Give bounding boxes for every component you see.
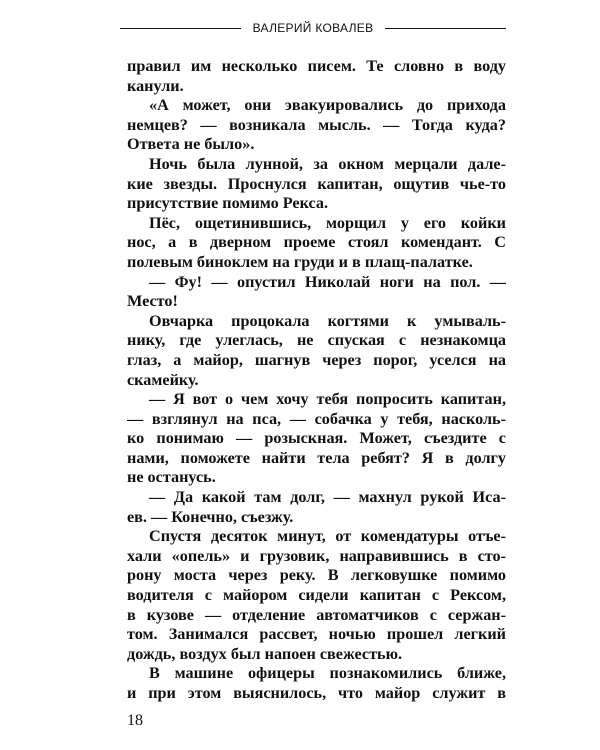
text-line: ко понимаю — розыскная. Может, съездите с xyxy=(127,429,506,448)
text-line: в кузове — отделение автоматчиков с сержан- xyxy=(127,605,506,624)
paragraph xyxy=(127,488,506,527)
text-line: ев. — Конечно, съезжу. xyxy=(127,507,294,526)
text-line: кие звезды. Проснулся капитан, ощутив чье-то xyxy=(127,174,506,193)
paragraph xyxy=(127,390,506,488)
text-line: Спустя десяток минут, от комендатуры отъе- xyxy=(149,527,506,546)
text-line: нос, а в дверном проеме стоял комендант. С xyxy=(127,233,506,252)
text-line: хали «опель» и грузовик, направившись в сто- xyxy=(127,546,506,565)
paragraph xyxy=(127,312,506,390)
running-header xyxy=(120,18,506,38)
text-line: правил им несколько писем. Те словно в воду xyxy=(127,57,506,75)
text-line: не останусь. xyxy=(127,468,216,487)
text-line: нами, поможете найти тела ребят? Я в долгу xyxy=(127,448,506,467)
text-line: Ночь была лунной, за окном мерцали дале- xyxy=(149,154,506,173)
paragraph xyxy=(127,273,506,312)
text-line: «А может, они эвакуировались до прихода xyxy=(149,96,506,115)
running-title: ВАЛЕРИЙ КОВАЛЕВ xyxy=(252,21,374,35)
paragraph xyxy=(127,664,506,703)
text-line: рону моста через реку. В легковушке помимо xyxy=(127,566,506,585)
text-line: нику, где улеглась, не спуская с незнакомца xyxy=(127,331,506,350)
text-line: — Да какой там долг, — махнул рукой Иса- xyxy=(149,488,506,507)
text-line: дождь, воздух был напоен свежестью. xyxy=(127,644,402,663)
text-line: том. Занимался рассвет, ночью прошел легкий xyxy=(127,625,506,644)
paragraph xyxy=(127,214,506,273)
paragraph xyxy=(127,96,506,155)
text-line: немцев? — возникала мысль. — Тогда куда? xyxy=(127,115,506,134)
page-number: 18 xyxy=(127,712,143,729)
header-rule-right xyxy=(385,28,506,29)
text-line: — взглянул на пса, — собачка у тебя, насколь- xyxy=(127,409,506,428)
header-rule-left xyxy=(120,28,241,29)
text-line: и при этом выяснилось, что майор служит в xyxy=(127,684,506,702)
text-line: В машине офицеры познакомились ближе, xyxy=(149,664,506,683)
text-line: Овчарка процокала когтями к умываль- xyxy=(149,311,506,330)
page-body-text xyxy=(127,57,506,704)
text-line: Ответа не было». xyxy=(127,135,255,154)
text-line: Пёс, ощетинившись, морщил у его койки xyxy=(149,213,506,232)
text-line: присутствие помимо Рекса. xyxy=(127,194,329,213)
text-line: канули. xyxy=(127,76,184,95)
text-line: Место! xyxy=(127,292,178,311)
text-line: — Я вот о чем хочу тебя попросить капитан, xyxy=(149,390,506,409)
text-line: полевым биноклем на груди и в плащ-палатке. xyxy=(127,252,473,271)
paragraph xyxy=(127,57,506,96)
paragraph xyxy=(127,527,506,664)
text-line: скамейку. xyxy=(127,370,199,389)
text-line: — Фу! — опустил Николай ноги на пол. — xyxy=(149,272,506,291)
text-line: глаз, а майор, шагнув через порог, уселся на xyxy=(127,350,506,369)
paragraph xyxy=(127,155,506,214)
text-line: водителя с майором сидели капитан с Рексом, xyxy=(127,586,506,605)
